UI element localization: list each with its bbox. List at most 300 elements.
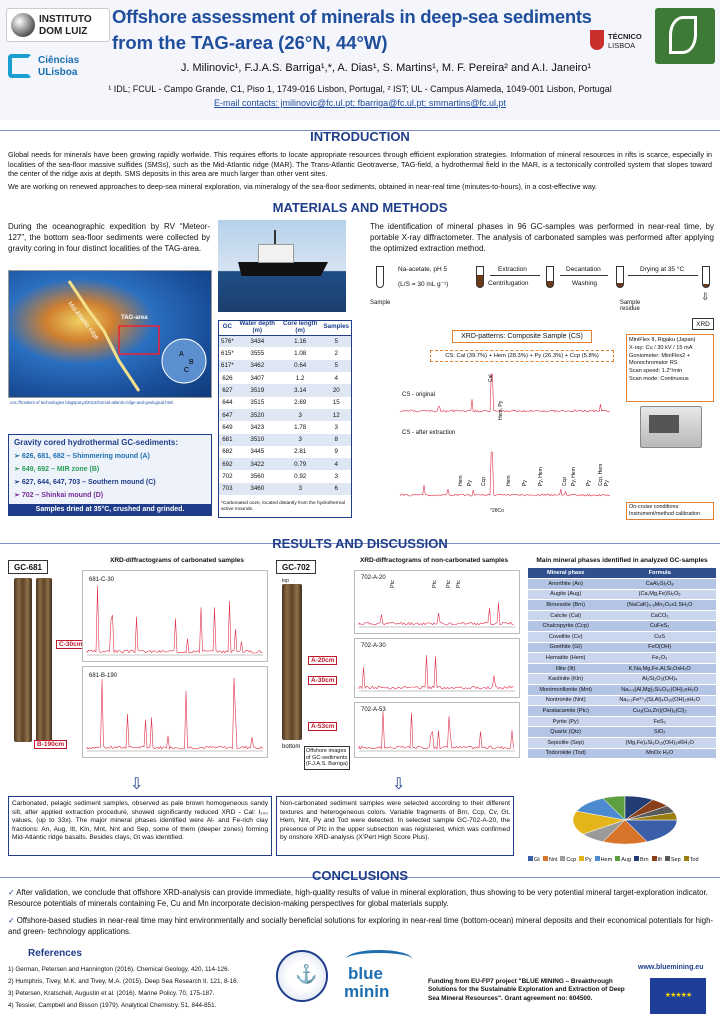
- gc-table-cell: 3: [279, 434, 322, 446]
- map-ridge: [9, 271, 213, 399]
- gc-table-cell: 692: [219, 458, 236, 470]
- ship-emblem-logo: [276, 950, 328, 1002]
- map-image: [8, 270, 212, 398]
- tube-dry-icon: [616, 266, 624, 288]
- mineral-table-body: [528, 579, 716, 759]
- mineral-table-cell: Montmorillonite (Mnt): [528, 685, 603, 696]
- pie-legend-label: Sep: [670, 857, 681, 863]
- ciencias-logo-text-1: Ciências: [38, 55, 80, 66]
- gc-table-note: *Carbonated ooze, located distantly from the hydrothermal active mounds.: [221, 501, 345, 512]
- intro-paragraph-1: Global needs for minerals have been growing rapidly worlwide. This requires efforts to locate appropriate resources through efficient exploration strategies. Information of mineral resources in rifts is scarce, especially in localities of the sea-floor massive sulfides (SMSs), such as the Mid-Atlantic ridge (MAR). The Trans-Atlantic Geotraverse, TAG-field, a hydrothermal field in the MAR, is a tectonically controlled system that slopes toward the center of the ridge axis at depth. SMS deposits in this area are much larger than other vent sites.: [8, 150, 712, 179]
- length-col-header: Core length (m): [279, 321, 322, 335]
- gc-table-cell: 0.92: [294, 473, 307, 481]
- pie-legend-item: [684, 857, 699, 863]
- ciencias-logo-text-2: ULisboa: [38, 67, 78, 78]
- bluemining-logo: [336, 950, 422, 1010]
- instrument-window: [649, 415, 679, 433]
- methods-right-text: The identification of mineral phases in 96 GC-samples was performed in near-real time, by portable X-ray diffractometer. The analysis of carbonated samples was performed after applying the optimized extraction method.: [370, 222, 714, 253]
- mineral-table-row: [528, 663, 716, 674]
- gc-table-cell: 3.14: [279, 384, 322, 396]
- core-702-caption: Offshore images of GC-sediments (F.J.A.S. Barriga): [304, 746, 350, 770]
- noncarb-plot-1: [354, 570, 520, 634]
- cs-original-label: CS - original: [402, 392, 436, 398]
- xrd-trace: [87, 678, 263, 749]
- pie-legend-label: Nnt: [548, 857, 558, 863]
- flow-arrow-3: [628, 275, 698, 276]
- pie-legend-label: Brn: [640, 857, 649, 863]
- mineral-table-row: [528, 674, 716, 685]
- cs-peak-label: Ccp, Hem: [598, 463, 604, 486]
- flow-centrifugation: Centrifugation: [488, 280, 529, 287]
- map-label-tag: TAG-area: [121, 315, 148, 321]
- cs-peak-label: Hem: [506, 475, 512, 486]
- affiliations: ¹ IDL; FCUL - Campo Grande, C1, Piso 1, 1749-016 Lisbon, Portugal, ² IST; UL - Campus Alameda, 1049-001 Lisbon, Portugal: [108, 84, 612, 94]
- pie-legend-label: Py: [585, 857, 592, 863]
- noncarb-plot-3-label: 702-A-53: [361, 707, 386, 713]
- gc-table-cell: 644: [222, 399, 233, 407]
- mineral-col-header: Mineral phase: [528, 568, 603, 579]
- flow-washing: Washing: [572, 280, 598, 287]
- noncarb-plot-3: [354, 702, 520, 758]
- gc-table-cell: 3423: [250, 423, 265, 431]
- xrd-trace: [359, 711, 514, 749]
- mineral-table-cell: (Mg,Fe)₄Si₆O₁₅(OH)₂x6H₂O: [603, 738, 716, 749]
- gc-table-body: [219, 335, 351, 495]
- gc-table-cell: 3515: [250, 399, 265, 407]
- core-702-tag-a53: A-53cm: [308, 722, 337, 731]
- cs-peak-label: Py: [604, 480, 610, 486]
- mineral-table-row: [528, 610, 716, 621]
- legend-swatch-icon: [652, 856, 657, 861]
- cs-peak-label: Ccp: [481, 477, 487, 486]
- gc-sites-heading: Gravity cored hydrothermal GC-sediments:: [14, 438, 179, 447]
- mineral-table-cell: Cu₃(Cu,Zn)(OH)₆(Cl)₂: [603, 706, 716, 717]
- carb-plot-2-svg: [83, 667, 267, 757]
- gc-table-row: [219, 397, 351, 409]
- mineral-table-cell: Chalcopyrite (Ccp): [528, 621, 603, 632]
- gc-table-cell: 647: [219, 409, 236, 421]
- gc-site-c: ➢ 627, 644, 647, 703 – Southern mound (C): [14, 479, 156, 486]
- mineral-table-cell: Pyrite (Py): [528, 716, 603, 727]
- legend-swatch-icon: [634, 856, 639, 861]
- mineral-table-row: [528, 653, 716, 664]
- noncarb-plot-1-label: 702-A-20: [361, 575, 386, 581]
- formula-col-header: Formula: [603, 568, 716, 579]
- mineral-title: Main mineral phases identified in analyzed GC-samples: [536, 557, 708, 564]
- mineral-table-cell: CaAl₂Si₂O₈: [603, 579, 716, 590]
- gc-site-d-text: 702 – Shinkai mound (D): [21, 492, 104, 499]
- mineral-table-cell: CaCO₃: [603, 610, 716, 621]
- gc-table-cell: 3: [279, 483, 322, 495]
- tube-final-icon: [702, 266, 710, 288]
- check-icon-1: ✓: [8, 888, 17, 897]
- mineral-table-cell: Al₂Si₂O₅(OH)₄: [603, 674, 716, 685]
- mineral-table-cell: CuS: [603, 632, 716, 643]
- mineral-table-cell: K,Na,Mg,Fe,Al,Si,OxH₂O: [603, 663, 716, 674]
- mineral-table-cell: Calcite (Cal): [528, 610, 603, 621]
- legend-swatch-icon: [684, 856, 689, 861]
- gc-table-row: [219, 347, 351, 359]
- email-contacts[interactable]: E-mail contacts: jmilinovic@fc.ul.pt; fbarriga@fc.ul.pt; smmartins@fc.ul.pt: [214, 98, 506, 108]
- cs-peak-label: Cal: [488, 374, 494, 382]
- references-list: [8, 964, 270, 1012]
- flow-drying: Drying at 35 °C: [640, 266, 685, 273]
- gc-table-cell: 3555: [250, 350, 265, 358]
- funding-text: Funding from EU-FP7 project "BLUE MINING – Breakthrough Solutions for the Sustainable Exploration and Extraction of Deep Sea Mineral Resources". Grant agreement no: 604500.: [428, 978, 625, 1002]
- cs-xaxis-label: °2θCo: [490, 508, 504, 514]
- anchor-icon: ⚓: [295, 964, 318, 984]
- poster-title-line1: Offshore assessment of minerals in deep-sea sediments: [112, 6, 592, 27]
- map-caption: ccs://frontiers of technologies blogspot.pt/2014/01/mid-atlantic-ridge-and-geological.html: [10, 400, 174, 405]
- ship-hull: [238, 262, 328, 276]
- gc-table-row: [219, 421, 351, 433]
- left-results-box: Carbonated, pelagic sediment samples, observed as pale brown homogeneous sandy silt, after applied extraction procedure, showed significantly reduced XRD - Cal: I₁₀₀ values, (up to 33x). The major mineral phases identified were Al- and Fe-rich clay fractions: An, Aug, Ilt, Kln, Mnt, Nnt and Sep, some of them (deeper zones) forming Mid-Atlantic ridge basalts. Besides clays, Gt was identified.: [8, 796, 272, 856]
- ist-shield-icon: [590, 30, 604, 50]
- mineral-table-row: [528, 716, 716, 727]
- cs-peak-label: Py, Hem: [538, 467, 544, 486]
- cs-peak-label: Ccp: [562, 477, 568, 486]
- mineral-table-cell: Nontronite (Nnt): [528, 695, 603, 706]
- pie-legend-item: [634, 857, 649, 863]
- cs-peak-label: Py: [467, 480, 473, 486]
- pie-legend-label: Gt: [534, 857, 540, 863]
- gc-table-row: [219, 470, 351, 482]
- check-icon-2: ✓: [8, 916, 17, 925]
- gc-table-cell: 1.08: [294, 350, 307, 358]
- flow-diagram: [370, 262, 714, 338]
- gc-table-row: [219, 446, 351, 458]
- gc-table-cell: 681: [219, 434, 236, 446]
- flow-ratio: (L/S = 30 mL g⁻¹): [398, 281, 449, 288]
- cs-after-trace: [400, 452, 610, 496]
- pie-legend-label: Hem: [600, 857, 613, 863]
- gc-table-cell: 2: [334, 350, 338, 358]
- faculdade-logo: [655, 8, 715, 64]
- gc-table-cell: 702: [222, 473, 233, 481]
- dried-banner: Samples dried at 35°C, crushed and grinded.: [9, 504, 211, 516]
- intro-heading: INTRODUCTION: [310, 129, 410, 144]
- gc-table-cell: 3: [334, 473, 338, 481]
- mineral-pie-chart: [565, 790, 685, 854]
- cs-xrd-svg: [370, 368, 616, 518]
- eu-flag-icon: ★★★★★: [650, 978, 706, 1014]
- pie-legend-item: [528, 857, 540, 863]
- gc-table-cell: 3445: [250, 448, 265, 456]
- instrument-spec: X-ray: Cu / 30 kV / 15 mA: [629, 344, 693, 351]
- gc-site-d: ➢ 702 – Shinkai mound (D): [14, 492, 104, 499]
- gc-table-cell: 2.69: [294, 399, 307, 407]
- pie-legend-item: [665, 857, 681, 863]
- noncarb-plot-2-label: 702-A-30: [361, 643, 386, 649]
- mineral-table-cell: CuFeS₂: [603, 621, 716, 632]
- mineral-table-cell: Hematite (Hem): [528, 653, 603, 664]
- mineral-table-row: [528, 685, 716, 696]
- gc-table-row: [219, 434, 351, 446]
- gc-site-a: ➢ 626, 681, 682 – Shimmering mound (A): [14, 453, 150, 460]
- bluemining-word-2: minin: [344, 982, 390, 1001]
- down-arrow-icon-1: ⇩: [130, 776, 144, 793]
- mineral-table-cell: Augite (Aug): [528, 589, 603, 600]
- mineral-table-cell: Paratacamite (Ptc): [528, 706, 603, 717]
- pie-legend-item: [595, 857, 613, 863]
- cs-after-label: CS - after extraction: [402, 430, 456, 436]
- ptc-label-2: Ptc: [431, 580, 438, 588]
- gc-table-cell: 4: [322, 458, 351, 470]
- core-702-top-label: top: [282, 578, 289, 584]
- core-681-tag-c30: C-30cm: [56, 640, 85, 649]
- idl-logo-text-2: DOM LUIZ: [39, 26, 88, 37]
- conclusion-1: [8, 888, 714, 909]
- xrd-trace: [359, 655, 514, 689]
- mineral-table-cell: Kaolinite (Kln): [528, 674, 603, 685]
- gc-table-cell: 3: [334, 423, 338, 431]
- globe-icon: [11, 13, 35, 37]
- poster-title-line2: from the TAG-area (26°N, 44°W): [112, 32, 388, 53]
- instrument-spec: Goniometer: MiniFlex2 + Monochromator RS: [629, 352, 691, 367]
- gc-table-cell: 615*: [221, 350, 234, 358]
- noncarb-plot-2: [354, 638, 520, 698]
- gc-site-a-text: 626, 681, 682 – Shimmering mound (A): [21, 453, 150, 460]
- conclusion-1-text: After validation, we conclude that offshore XRD-analysis can provide immediate, high-quality results of value in mineral exploration, thus showing to be very potential mineral target-exploration indicator. Resource potentials of minerals containing Fe, Cu and Mn incorporate decision-making perspectives for global materials supply.: [8, 888, 708, 908]
- gc-table-row: [219, 384, 351, 396]
- gc-table-cell: 5: [322, 360, 351, 372]
- gc-table-cell: 3422: [236, 458, 279, 470]
- legend-swatch-icon: [595, 856, 600, 861]
- cs-peak-label: Py: [586, 480, 592, 486]
- gc-table-row: [219, 335, 351, 347]
- carb-plot-2: [82, 666, 268, 758]
- mineral-table-row: [528, 695, 716, 706]
- gc-table-cell: 626: [222, 374, 233, 382]
- mineral-table-cell: Anorthite (An): [528, 579, 603, 590]
- gc-table-cell: 9: [334, 448, 338, 456]
- gc-table-cell: 649: [222, 423, 233, 431]
- cs-peak-label: Hem, Py: [498, 400, 504, 420]
- conclusion-2: [8, 916, 714, 937]
- gc-table-cell: 0.79: [279, 458, 322, 470]
- gc-table-row: [219, 483, 351, 495]
- legend-swatch-icon: [579, 856, 584, 861]
- gc-table-row: [219, 458, 351, 470]
- ptc-label-3: Ptc: [445, 580, 452, 588]
- xrd-instrument-photo: [640, 406, 702, 448]
- pie-legend: [528, 856, 718, 863]
- cs-peak-label: Py: [522, 480, 528, 486]
- carb-plot-1-label: 681-C-30: [89, 577, 115, 583]
- mineral-table-row: [528, 727, 716, 738]
- gc-table-cell: 1.16: [279, 335, 322, 347]
- cs-composition: CS: Cal (39.7%) + Hem (28.3%) + Py (26.3%) + Ccp (5.8%): [430, 350, 614, 362]
- idl-logo: [6, 8, 110, 42]
- carb-title: XRD-diffractograms of carbonated samples: [110, 557, 245, 564]
- gc-table-cell: 4: [334, 374, 338, 382]
- flow-arrow-1: [490, 275, 540, 276]
- idl-logo-text-1: INSTITUTO: [39, 14, 92, 25]
- mineral-table-cell: Quartz (Qtz): [528, 727, 603, 738]
- authors: J. Milinovic¹, F.J.A.S. Barriga¹,*, A. Dias¹, S. Martins¹, M. F. Pereira² and A.I. Janeiro¹: [180, 62, 592, 74]
- pie-legend-item: [652, 857, 662, 863]
- pie-legend-item: [560, 857, 576, 863]
- instrument-box: [626, 334, 714, 402]
- core-681-right: [36, 578, 52, 742]
- mineral-table-row: [528, 738, 716, 749]
- legend-swatch-icon: [615, 856, 620, 861]
- gc-table-cell: 3434: [236, 335, 279, 347]
- legend-swatch-icon: [665, 856, 670, 861]
- gc-table-cell: 8: [322, 434, 351, 446]
- instrument-spec: MiniFlex II, Rigaku (Japan): [629, 337, 696, 343]
- xrd-trace: [359, 603, 514, 625]
- gc-table-cell: 3519: [236, 384, 279, 396]
- ciencias-c-icon: [8, 54, 32, 78]
- gc-table-cell: 627: [219, 384, 236, 396]
- gc-sites-box: [8, 434, 212, 516]
- results-heading: RESULTS AND DISCUSSION: [272, 536, 448, 551]
- cs-peak-label: Hem: [458, 475, 464, 486]
- mineral-table-cell: MnOx H₂O: [603, 748, 716, 759]
- gc-table-cell: 12: [322, 409, 351, 421]
- legend-swatch-icon: [560, 856, 565, 861]
- mineral-table-cell: Illite (Ilt): [528, 663, 603, 674]
- core-681-tag-b190: B-190cm: [34, 740, 67, 749]
- mineral-table-box: [528, 568, 716, 759]
- gc-table-cell: 20: [322, 384, 351, 396]
- bluemining-word-1: blue: [348, 964, 383, 983]
- gc-table-cell: 6: [322, 483, 351, 495]
- mineral-table-cell: Na₀.₃(Al,Mg)₂Si₄O₁₀(OH)₂xH₂O: [603, 685, 716, 696]
- mineral-table-cell: SiO₂: [603, 727, 716, 738]
- gc-table-cell: 0.64: [279, 360, 322, 372]
- mineral-table-row: [528, 600, 716, 611]
- ship-superstructure: [258, 244, 294, 263]
- pie-legend-label: Ccp: [566, 857, 577, 863]
- legend-swatch-icon: [528, 856, 533, 861]
- gc-table: [219, 321, 351, 495]
- carb-plot-2-label: 681-B-190: [89, 673, 118, 679]
- gc-table-cell: 3560: [250, 473, 265, 481]
- map-site-b: B: [189, 359, 194, 366]
- reference-item: 1) German, Petersen and Hannington (2016). Chemical Geology. 420, 114-126.: [8, 966, 230, 973]
- mineral-table-row: [528, 748, 716, 759]
- ciencias-logo: [6, 52, 110, 82]
- gc-table-cell: 3510: [236, 434, 279, 446]
- mineral-table-cell: FeS₂: [603, 716, 716, 727]
- ist-logo: [590, 28, 652, 58]
- gc-table-cell: 5: [322, 335, 351, 347]
- noncarb-title: XRD-diffractograms of non-carbonated samples: [360, 557, 509, 564]
- mid-results-box: Non-carbonated sediment samples were selected according to their different textures and heterogeneous colors. Variable fragments of Brn, Ccp, Cv, Gt, Hem, Nnt, Py and Tod were detected. In selected sample GC-702-A-20, the presence of Ptc in the upper subsection was registered, which was confirmed by onshore XRD-analysis (X'Pert High Score Plus).: [276, 796, 514, 856]
- conclusion-2-text: Offshore-based studies in near-real time may hint environmentally and socially beneficial solutions for exploring in near-real time (bottom-ocean) mineral deposits and their economical potentials for high- and green- technology applications.: [8, 916, 713, 936]
- legend-swatch-icon: [543, 856, 548, 861]
- flow-xrd: XRD: [692, 318, 714, 330]
- gc-table-cell: 1.78: [294, 423, 307, 431]
- flow-decantation: Decantation: [566, 266, 601, 273]
- mineral-table-cell: Covellite (Cv): [528, 632, 603, 643]
- flow-arrow-2: [560, 275, 608, 276]
- gc-table-cell: 576*: [219, 335, 236, 347]
- gc-table-cell: 15: [332, 399, 340, 407]
- gc-col-header: GC: [219, 321, 236, 335]
- gc-table-cell: 3407: [250, 374, 265, 382]
- gc-table-cell: 617*: [219, 360, 236, 372]
- pie-legend-label: Ilt: [657, 857, 662, 863]
- ship-photo: [218, 220, 346, 312]
- carb-plot-1-svg: [83, 571, 267, 661]
- gc-table-box: [218, 320, 352, 518]
- reference-item: 2) Humphris, Tivey, M.K. and Tivey, M.A. (2015). Deep Sea Research II. 121, 8-16.: [8, 977, 239, 985]
- gc-table-cell: 3: [279, 409, 322, 421]
- ptc-label-1: Ptc: [389, 580, 396, 588]
- flow-down-arrow-icon: ⇩: [701, 292, 710, 303]
- conclusions-heading: CONCLUSIONS: [311, 868, 409, 883]
- mineral-table-cell: Fe₂O₃: [603, 653, 716, 664]
- gc-table-cell: 703: [219, 483, 236, 495]
- mineral-table-cell: (NaCaK)₀.₆Mn₂O₄x1.5H₂O: [603, 600, 716, 611]
- mineral-table-cell: Sepiolite (Sep): [528, 738, 603, 749]
- pie-legend-item: [579, 857, 591, 863]
- core-702: [282, 584, 302, 740]
- ist-logo-text-2: LISBOA: [608, 41, 636, 50]
- instrument-spec: Scan speed: 1.2°/min: [629, 368, 683, 375]
- core-702-tag-a20: A-20cm: [308, 656, 337, 665]
- instrument-spec: Scan mode: Continuous: [629, 376, 689, 383]
- flow-reagent: Na-acetate, pH 5: [398, 266, 448, 273]
- xrd-trace: [87, 586, 263, 653]
- core-681-left: [14, 578, 32, 742]
- mineral-table-cell: FeO(OH): [603, 642, 716, 653]
- mineral-table-cell: Birnessite (Brn): [528, 600, 603, 611]
- map-site-a: A: [179, 351, 184, 358]
- down-arrow-icon-2: ⇩: [392, 776, 406, 793]
- gc-table-cell: 2.81: [294, 448, 307, 456]
- gc-table-cell: 1.2: [295, 374, 305, 382]
- cs-peak-label: Py, Hem: [571, 467, 577, 486]
- gc-site-b-text: 649, 692 – MIR zone (B): [21, 466, 100, 473]
- core-702-bottom-label: bottom: [282, 744, 301, 750]
- mineral-table-row: [528, 589, 716, 600]
- reference-item: 3) Petersen, Kratschell, Augustin et al. (2016). Marine Policy. 70, 175-187.: [8, 989, 215, 997]
- pie-legend-item: [543, 857, 558, 863]
- references-heading: References: [28, 948, 82, 959]
- pie-legend-label: Tod: [689, 857, 699, 863]
- oncruise-box: On-cruise conditions: Instrument/method calibration: [626, 502, 714, 520]
- flow-sample-label: Sample: [370, 300, 391, 306]
- mineral-table: [528, 568, 716, 759]
- gc-site-b: ➢ 649, 692 – MIR zone (B): [14, 466, 100, 473]
- gc-table-row: [219, 372, 351, 384]
- map-site-c: C: [184, 367, 190, 374]
- gc-table-row: [219, 360, 351, 372]
- website-link[interactable]: www.bluemining.eu: [638, 964, 704, 971]
- xrd-title-box: XRD-patterns: Composite Sample (CS): [452, 330, 592, 343]
- methods-heading: MATERIALS AND METHODS: [272, 200, 448, 215]
- ptc-label-4: Ptc: [455, 580, 462, 588]
- depth-col-header: Water depth (m): [236, 321, 279, 335]
- mineral-table-cell: Goethite (Gt): [528, 642, 603, 653]
- tube-extract-icon: [476, 266, 484, 288]
- reference-item: 4) Tessier, Campbell and Bisson (1979). Analytical Chemistry. 51, 844-851.: [8, 1001, 217, 1009]
- gc681-label: GC-681: [8, 560, 48, 574]
- gc-table-cell: 3462: [236, 360, 279, 372]
- carb-plot-1: [82, 570, 268, 662]
- gc702-label: GC-702: [276, 560, 316, 574]
- map-label-ridge: Mid-Atlantic ridge: [66, 301, 100, 342]
- mineral-table-cell: Todorokite (Tod): [528, 748, 603, 759]
- core-702-tag-a30: A-30cm: [308, 676, 337, 685]
- gc-table-cell: 3460: [236, 483, 279, 495]
- mineral-table-row: [528, 632, 716, 643]
- mineral-table-row: [528, 579, 716, 590]
